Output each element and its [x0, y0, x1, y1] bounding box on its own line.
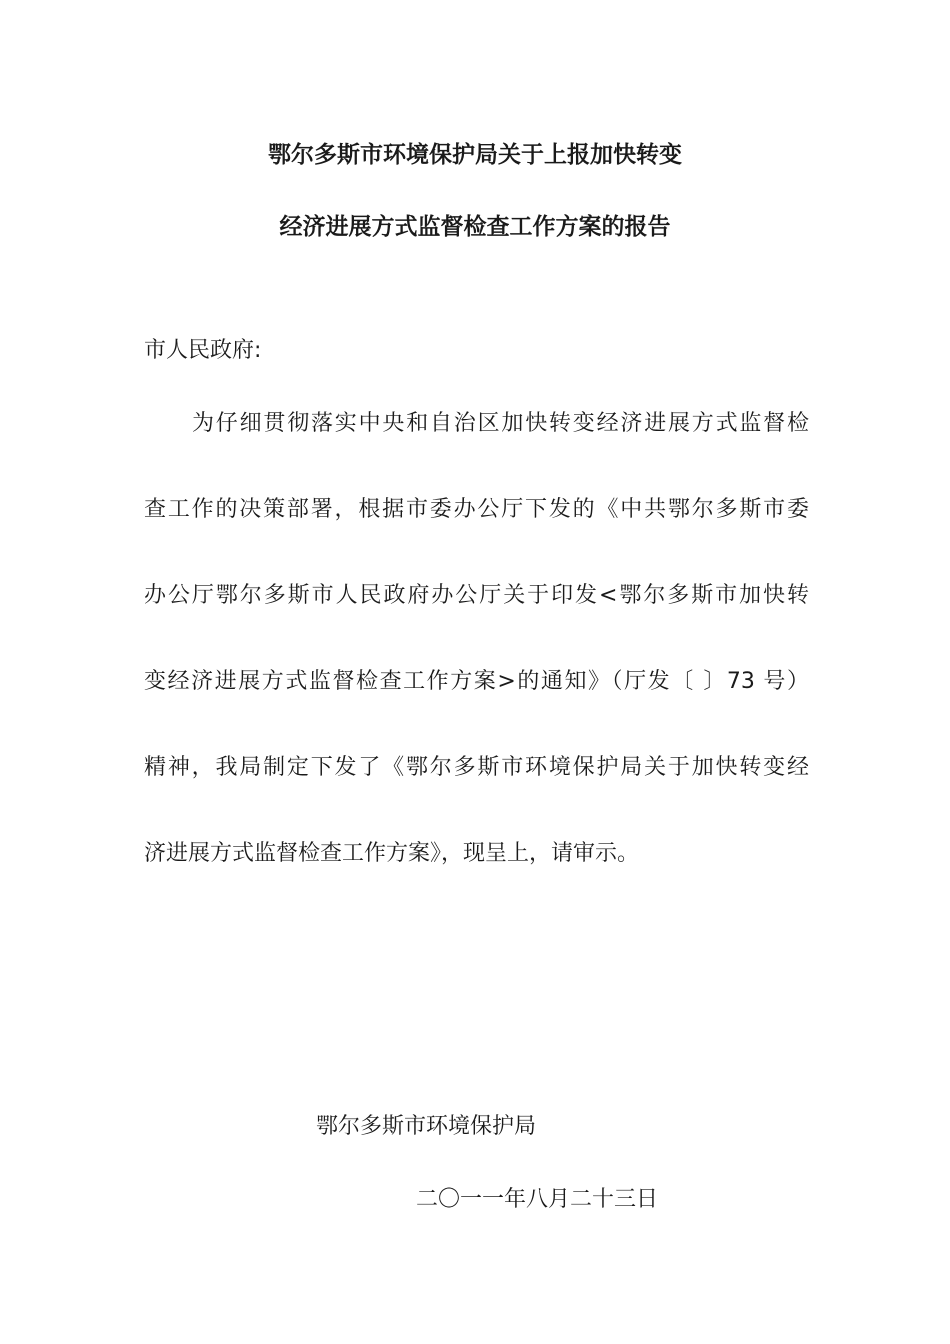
- body-line: 精神，我局制定下发了《鄂尔多斯市环境保护局关于加快转变经: [144, 755, 809, 780]
- signature-date: 二〇一一年八月二十三日: [416, 1187, 659, 1212]
- salutation: 市人民政府:: [144, 338, 262, 363]
- body-line: 办公厅鄂尔多斯市人民政府办公厅关于印发<鄂尔多斯市加快转: [144, 583, 809, 608]
- body-line: 变经济进展方式监督检查工作方案>的通知》（厅发〔 〕73 号）: [144, 669, 809, 694]
- signature-organization: 鄂尔多斯市环境保护局: [316, 1114, 537, 1139]
- body-line: 为仔细贯彻落实中央和自治区加快转变经济进展方式监督检: [192, 411, 809, 436]
- document-title-line-2: 经济进展方式监督检查工作方案的报告: [279, 214, 671, 240]
- document-title-line-1: 鄂尔多斯市环境保护局关于上报加快转变: [268, 142, 682, 168]
- body-line: 查工作的决策部署，根据市委办公厅下发的《中共鄂尔多斯市委: [144, 497, 809, 522]
- body-line: 济进展方式监督检查工作方案》，现呈上，请审示。: [144, 841, 640, 866]
